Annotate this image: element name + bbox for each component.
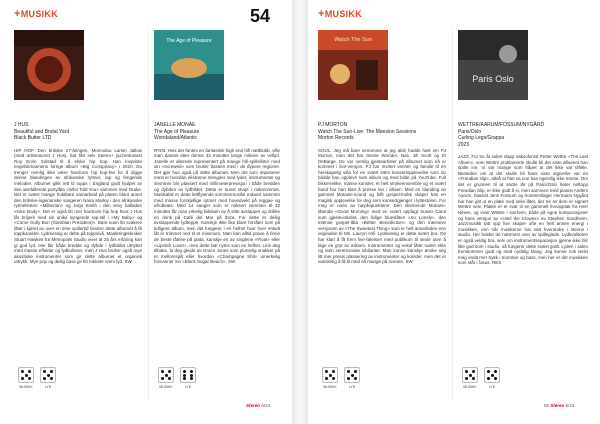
rating-music: MUSIKK — [18, 367, 34, 389]
review-album-title: The Age of Pleasure — [154, 128, 200, 135]
page-number: 54 — [250, 6, 271, 26]
left-page — [0, 0, 292, 424]
review-4 — [458, 30, 588, 266]
review-3 — [318, 30, 446, 265]
right-page — [308, 0, 600, 424]
album-cover — [318, 30, 388, 100]
album-cover — [154, 30, 224, 100]
review-artist: J HUS — [14, 122, 29, 128]
review-body: R'N'B. Hvis det fantes en fantastisk high end hifi nattklubb, ville man danset etter denne 32 minutter lange miksen av vellyd. Janelle er allerede representert på mange hifi-spillelister med sin «Screwed» som bruker bassen med i de dypere regioner. Det gjør hun også på dette albumet. Men det som imponerer mest er hvordan ekstreme mengder med lyder, instrumenter og stemmer blir plassert med millimeterpresisjon i både bredden og dybden av lydbildet. Dette er kunst skapt i miksrommet. Musikalsk er dette lettflytende sommermusikk miksert sammen med masse forskjellige rytmer med hovedvekt på reggae og afrobeats. Med 14 sanger som er miksert sammen til 32 minutter får man virkelig følelsen av å sitte avslappet og drikke en drink på Café del Mar på Ibiza. For dette er deilig avslappende lydteppe. Kanskje ikke like klare hit-låter som på tidligere album, men det fungerer i en helhet hvor hver enkelt låt er trimmet ned til et minimum. Man kan alltid prøve å finne de beste låtene på plata, kanskje en av singlene «Float» eller «Lipstick Lover», men dette bør nytes som en helhet. Lein deg tilbake, la deg gleide av Grace Jones som plutselig snakker på et mellomspill eller hvordan «Champagne Shit» umerkelig forsvinner inn «Black Sugar Beach». SW — [154, 147, 280, 265]
die-5-icon — [158, 367, 174, 383]
die-5-icon — [40, 367, 56, 383]
cover-title: Watch The Sun — [334, 37, 372, 43]
die-5-icon — [484, 367, 500, 383]
review-label: Wondaland/Atlantic — [154, 135, 197, 141]
review-3-ratings — [322, 367, 360, 389]
spread-gutter — [292, 0, 308, 424]
die-6-icon — [180, 367, 196, 383]
review-body: JAZZ. For tre år siden slapp saksofonist Petter Wettre «The Last Album», som Wettre proklamerte skulle bli det siste albumet han spilte inn. Vi var mange som håpet at det ikke var tilfelle. Besteden om at det skulle bli hans siste utgivelse var en «Freudian slip», altså at han sa noe han egentlig ikke mente. Om det er grunnen til at andre lår på Paris/Oslo heter nettopp Freudian Slip, er ikke godt å si, men sammen med pianist Anders Aarum, bassist Jens Fossum og trommeslager Hermann Nygård har han gitt ut en plate med seks låter, der tre av dem er signert Wettre selv. Platen er et svar til en gammelt liveopptak fra Herr Nilsen, og viser Wettre i storform, både på egne komposisjoner og hans versjon av «Until the Clowns» av Stephen Sondheim. Jazzmusikk tatt opp live skaper ofte en helt annen energi i musikken, enn når musikerne har satt hverandre i stevne i studio. Her holder de nærmest over av spilleglede. Lydkvaliteten er også veldig bra, selv om instrumentseparasjon gjerne ikke blir like god som i studio, så fungerer dette svært godt. Lyden i salen fremkommer godt og med nydelig klang. Jeg kunne nok tenkt meg enda mer trykk i trommer og bass, men her er det musikken som står i fokus. RES — [458, 154, 588, 266]
album-cover — [458, 30, 528, 100]
review-body: HIP HOP. Den britiske 27-åringen, Momodou Lamin Jallow (med artistnavnet J Hus), har fått selv Stereo+ jazzentusiast Roy Ervin Solstad til å elske hip hop. Han lovpriste engelskmannens forrige album «Big Conspiracy» i 2020. Du trenger nemlig ikke være hardcore hip hop-fan for å digge denne blandingen av afrikanske rytmer, rap og fengende melodier. Albumet gikk rett til topps i England godt hjulpet av den iørefallende partylåta «Who Told You» sammen med Drake. Det er svært mange fruktbare samarbeid på platen blant annet den britiske-nigerianske sangeren Naira Marley i den afrikanske rytmefesten «Militerian» og Jorja Smith i den sexy balladen «Nice Body». Det er også litt mer hardcore hip hop hvor J Hus får briljere med sin unike syngende rap-stil i «My Baby» og «Come Gully Bun (Gambian President)». Bare noen litt svakere låter i kjøret av over en time spillertid hindrer dette albumet å få toppkarakter. Lydmessig er dette på toppnivå. Masteringtekniker Stuart Hawkes fra Metropolis Studio viser at 25 års erfaring kan gi god lyd. Her blir både bredde og dybde i lydbildet utnyttet med masse effekter og lydkulisser, men J Hus bruker også mye akustiske instrumenter som gir dette albumet et organisk uttrykk. Mye pop og deilig bass gir litt rokkete varm lyd. SW — [14, 147, 142, 265]
section-label: +MUSIKK — [14, 8, 59, 20]
rating-sound: LYD — [40, 367, 56, 389]
review-year: 2023 — [458, 141, 470, 148]
review-artist: WETTRE/AARUM/FOSSUM/NYGÅRD — [458, 122, 545, 128]
cover-title: The Age of Pleasure — [166, 38, 212, 44]
die-5-icon — [462, 367, 478, 383]
review-artist: JANELLE MONÁE — [154, 122, 196, 128]
page-footer: 55 Stereo 6/23 — [544, 403, 575, 408]
rating-sound: LYD — [344, 367, 360, 389]
review-label: Curling Legs/Grappa — [458, 135, 505, 141]
review-1 — [14, 30, 142, 265]
die-5-icon — [322, 367, 338, 383]
rating-sound: LYD — [484, 367, 500, 389]
die-5-icon — [344, 367, 360, 383]
cover-title: Paris Oslo — [472, 74, 514, 84]
review-album-title: Beautiful and Brutal Yard — [14, 128, 70, 135]
review-label: Black Butter LTD — [14, 135, 52, 141]
review-album-title: Paris/Oslo — [458, 128, 482, 135]
rating-music: MUSIKK — [158, 367, 174, 389]
rating-music: MUSIKK — [462, 367, 478, 389]
review-artist: PJ MORTON — [318, 122, 348, 128]
review-4-ratings — [462, 367, 500, 389]
review-label: Morton Records — [318, 135, 354, 141]
rating-sound: LYD — [180, 367, 196, 389]
page-footer: Stereo 6/23 — [246, 403, 271, 408]
rating-music: MUSIKK — [322, 367, 338, 389]
review-album-title: Watch The Sun-Live: The Mansion Sessions — [318, 128, 417, 135]
review-1-ratings — [18, 367, 56, 389]
review-2 — [154, 30, 280, 265]
die-5-icon — [18, 367, 34, 383]
review-body: SOUL. Jeg må bare innromme at jeg aldri hadde hørt om PJ Morton, men det har Stevie Wonder, Nas, Jill Scott og El DeBarge. De var nemlig gjesteartister på albumet som nå er kommet i live-versjon. PJ har invitert venner og familie til en herskapelig villa for en svært intim konsertopplevelse som du bådde kan oppleve som album og med bilde på YouTube. Full bikkerrekke, masse korister, et helt strykeensemble og et svært band har han klart å presse inn i villaen. Med en blanding av gammel Motown-sound og fullt gospel-troikk skaper han en magisk opplevelse for deg som konsertgjenger i lyttestolen. For meg er noen av høydepunktene: Den skinnende Motown-låtende «Good Morning» med en svært oppfagt Susan Carol som gjestevokalist, den livlige blueslåten «So Lonely», den intense gospel-låta «Better Benediction» og den intensive versjonen av «The Sweetest Thing» som er helt annerledes enn originalen til Ms. Lauryn Hill. Lydmessig er dette svært bra. De har klart å få frem live-følelsen med publikum til stede uten å lage en gryt av miksen. Instrumenter og vokal låter svært ekte og uten seremoniale sibilanter. Man kunne kanskje ønske seg litt mer presis plassering av instrumenter og korister, men det er vanskelig å få til med så mange på scenen. SW — [318, 147, 446, 265]
section-label: +MUSIKK — [318, 8, 363, 20]
album-cover — [14, 30, 84, 100]
review-2-ratings — [158, 367, 196, 389]
